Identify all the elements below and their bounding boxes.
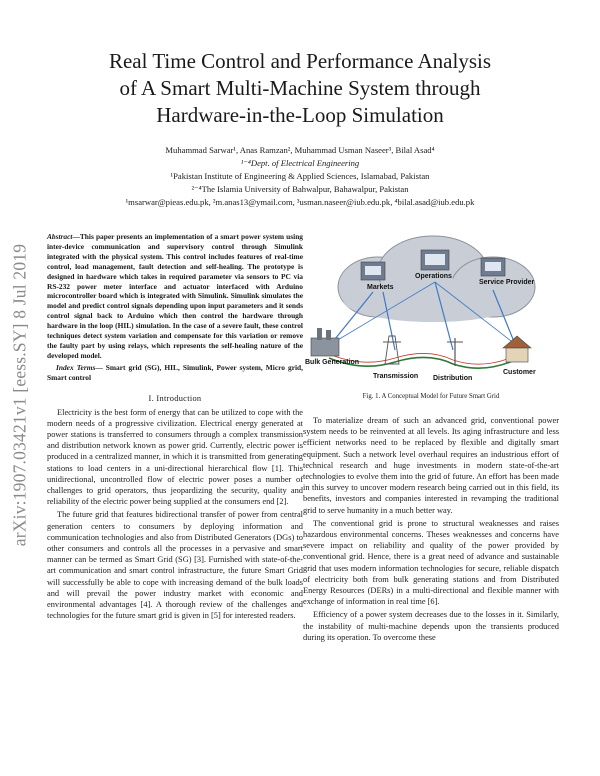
- title-line: of A Smart Multi-Machine System through: [119, 76, 481, 100]
- author-affiliation-2: ²⁻⁴The Islamia University of Bahwalpur, Bahawalpur, Pakistan: [191, 184, 409, 194]
- body-paragraph: The conventional grid is prone to structural weaknesses and raises hazardous environmental concerns. Theses weaknesses and concerns have severe impact on reliability and quality of the power provided by conventional grid. Hence, there is a great need of advance and sustainable grid that uses modern information technologies for secure, reliable dispatch of electricity both from bulk generating stations and from Distributed Energy Resources (DERs) in a multi-directional and flexible manner with exchange of information in real time [6].: [303, 518, 559, 607]
- smart-grid-figure: [303, 232, 559, 388]
- abstract: [47, 232, 303, 361]
- arxiv-stamp: [8, 205, 32, 585]
- label-service-provider: Service Provider: [479, 279, 535, 286]
- label-distribution: Distribution: [433, 375, 473, 382]
- author-block: [40, 144, 560, 209]
- title-line: Hardware-in-the-Loop Simulation: [156, 103, 444, 127]
- body-paragraph: The future grid that features bidirectional transfer of power from central generation centers to consumers by deploying information and communication technologies and also from Distributed Generators (DGs) to other consumers and controls all the processes in a pervasive and smart manner can be termed as Smart Grid (SG) [3]. Furnished with state-of-the-art communication and smart control infrastructure, the future Smart Grid will successfully be able to cope with increasing demand of the bulk loads and will prevail the power industry market with economic and environmental advantages [4]. A thorough review of the challenges and technologies for the future smart grid is given in [5] for interested readers.: [47, 510, 303, 621]
- section-heading: I. Introduction: [148, 393, 202, 403]
- paper-title: [60, 48, 540, 129]
- label-transmission: Transmission: [373, 373, 419, 380]
- smart-grid-diagram: [303, 232, 559, 388]
- bulk-generation-node: [305, 328, 359, 366]
- body-paragraph: To materialize dream of such an advanced grid, conventional power system needs to be reinvented at all levels. Its aging infrastructure and less efficient networks need to be replaced by flexible and digitally smart equipment. Such a network level overhaul requires an industrious effort of technical research and huge investments in modern state-of-the-art technologies to evolve them into the grid of future. An effort has been made in this survey to uncover modern research being carried out in this field, its benefits, investors and companies interested in revamping the traditional grid to serve humanity in a much better way.: [303, 416, 559, 515]
- customer-node: [503, 336, 536, 376]
- author-names: Muhammad Sarwar¹, Anas Ramzan², Muhammad Usman Naseer³, Bilal Asad⁴: [165, 145, 435, 155]
- figure-caption: Fig. 1. A Conceptual Model for Future Smart Grid: [362, 393, 500, 400]
- label-customer: Customer: [503, 369, 536, 376]
- right-column: [303, 232, 559, 643]
- index-terms-text: — Smart grid (SG), HIL, Simulink, Power system, Micro grid, Smart control: [47, 362, 303, 382]
- index-terms: [47, 363, 303, 383]
- author-emails: ¹msarwar@pieas.edu.pk, ²m.anas13@ymail.com, ³usman.naseer@iub.edu.pk, ⁴bilal.asad@iub.edu.pk: [125, 197, 475, 207]
- abstract-text: —This paper presents an implementation of a smart power system using inter-device communication and supervisory control through Simulink integrated with the physical system. This control includes features of real-time control, load management, fault detection and self-healing. The prototype is designed in hardware which takes in required parameter via sensors to PC via RS-232 power meter interface and actuator interfaced with Arduino microcontroller board which is integrated with Simulink. Simulink simulates the model and predict control signals depending upon input parameters and it sends control signal back to Arduino which then control the hardware through hardware in the loop (HIL) simulation. In the case of a severe fault, these control techniques detect system variation and compensate for this variation or remove the faulty part by using relays, which represents the self-healing nature of the developed model.: [47, 232, 303, 360]
- label-bulk-generation: Bulk Generation: [305, 359, 360, 366]
- index-terms-label: Index Terms: [56, 362, 96, 372]
- body-paragraph: Electricity is the best form of energy that can be utilized to cope with the modern needs of a progressive civilization. Electrical energy generated at power stations is transferred to consumers through a complex transmission and distribution network known as power grid. Currently, electric power is produced in a centralized manner, in which it is transmitted from generating stations to load centers in a uni-directional hierarchical flow [1]. This unidirectional, uncontrolled flow of electric power poses a number of challenges to grid operators, thus jeopardizing the security, quality and reliability of the electric power being supplied at the consumers end [2].: [47, 407, 303, 507]
- left-column: [47, 232, 303, 621]
- label-operations: Operations: [415, 273, 452, 280]
- abstract-label: Abstract: [47, 232, 73, 241]
- arxiv-stamp-text: arXiv:1907.03421v1 [eess.SY] 8 Jul 2019: [9, 243, 30, 547]
- body-paragraph: Efficiency of a power system decreases due to the losses in it. Similarly, the instability of multi-machine depends upon the transients produced during its operation. To overcome these: [303, 610, 559, 642]
- author-affiliation-1: ¹Pakistan Institute of Engineering & Applied Sciences, Islamabad, Pakistan: [170, 171, 430, 181]
- title-line: Real Time Control and Performance Analysis: [108, 49, 492, 73]
- label-markets: Markets: [367, 284, 394, 291]
- author-department: ¹⁻⁴Dept. of Electrical Engineering: [240, 158, 360, 168]
